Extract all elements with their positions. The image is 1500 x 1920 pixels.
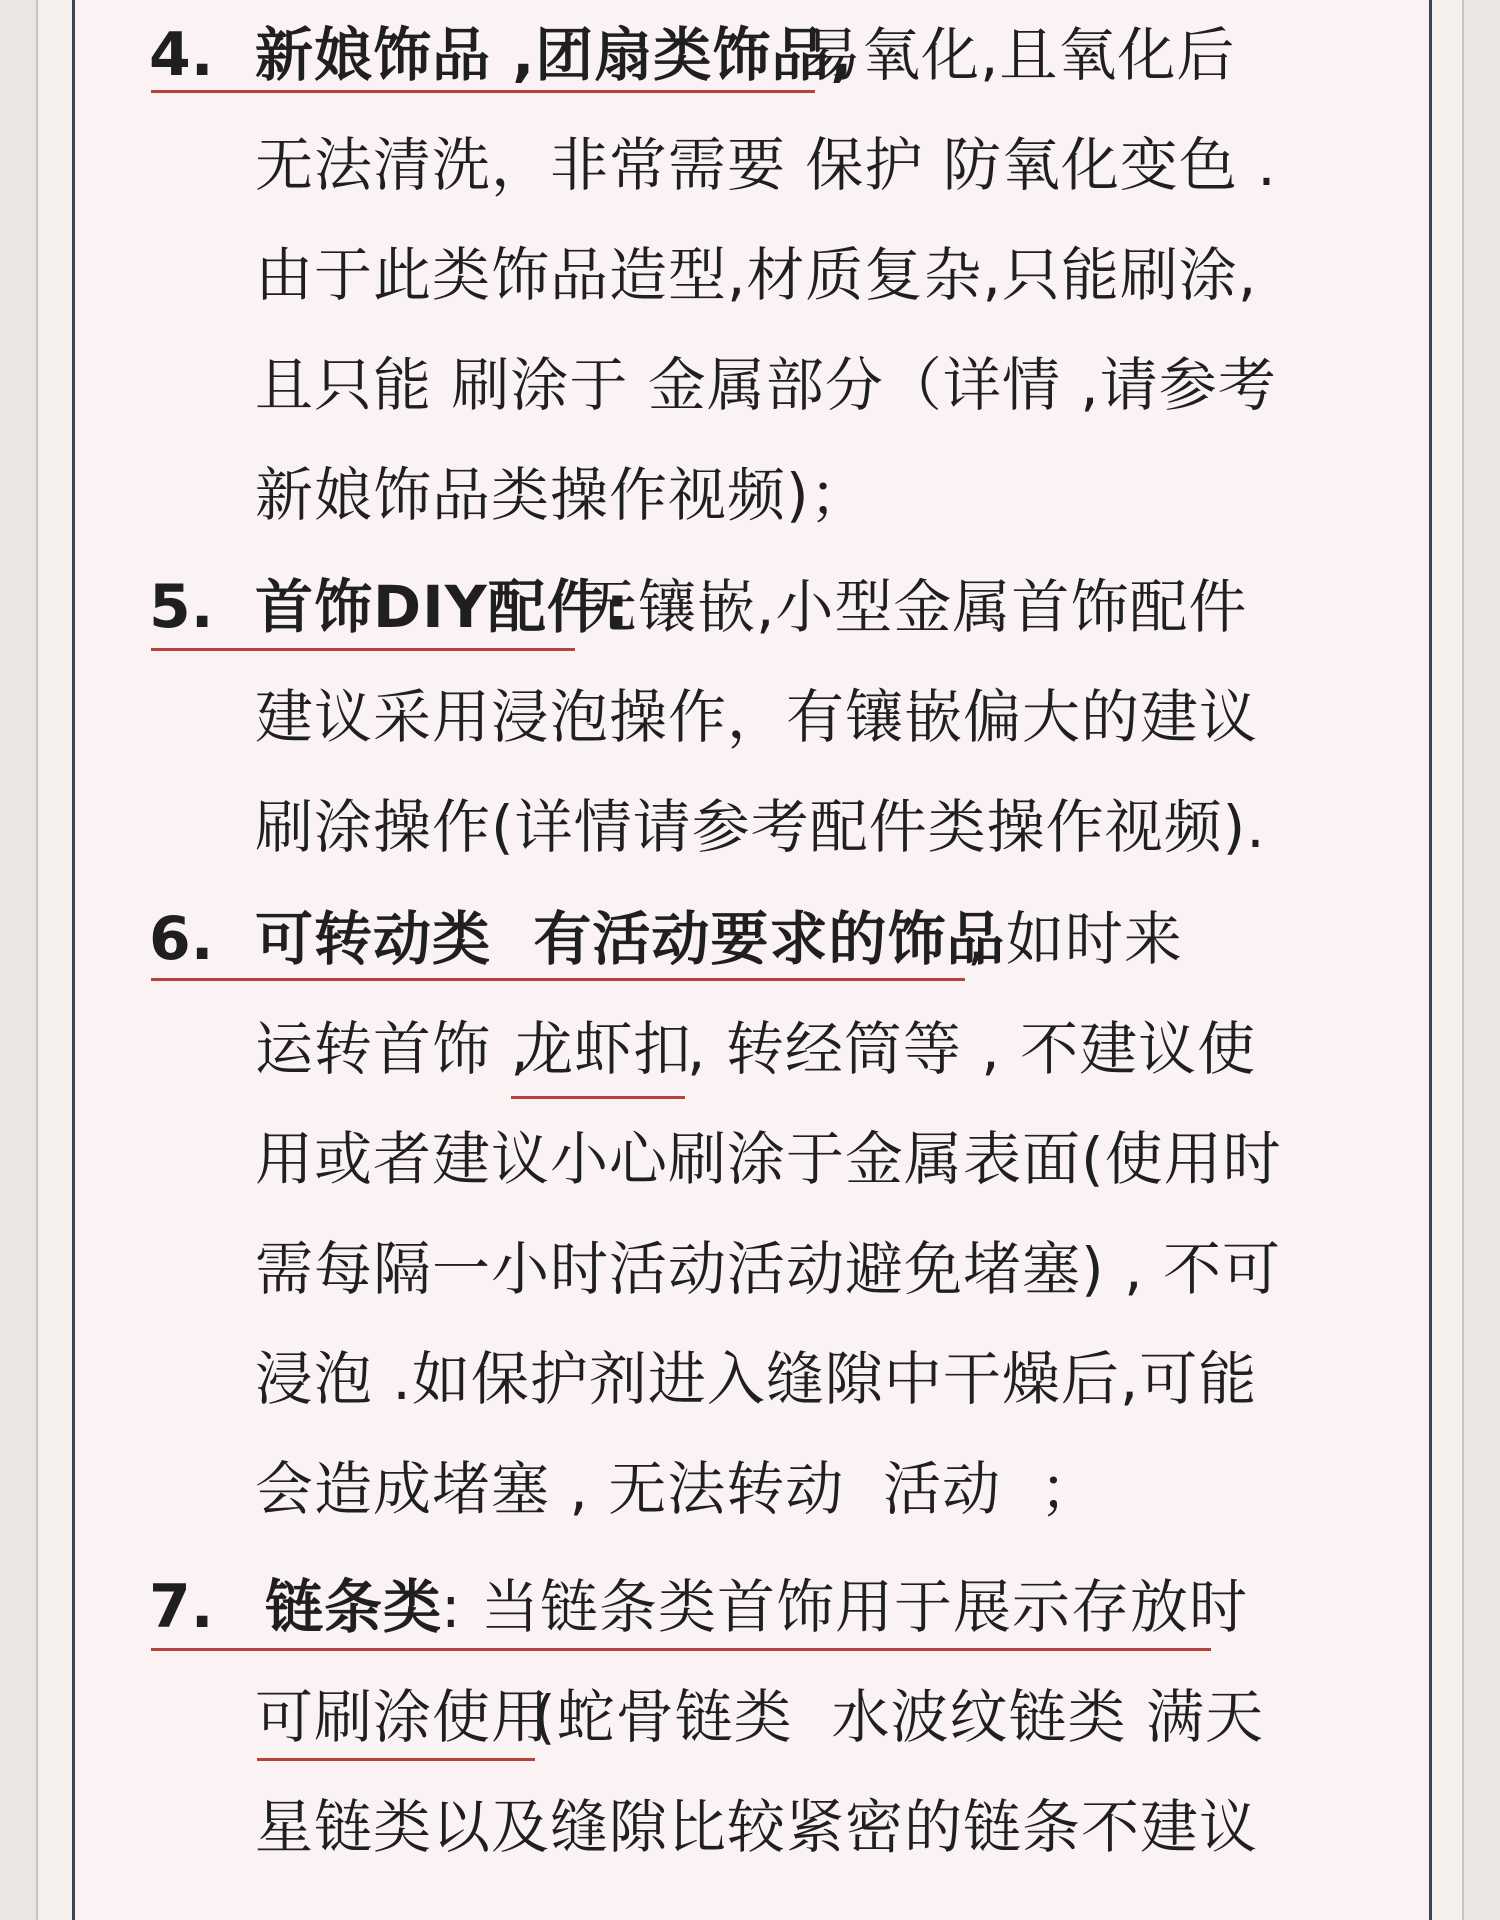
text-underline [257,1758,535,1761]
item-text-line: 无法清洗，非常需要 保护 防氧化变色 . [255,131,1277,199]
item-title: 链条类 [265,1573,443,1641]
item-text-line: 新娘饰品类操作视频)； [255,461,869,529]
document-page [36,0,1464,1920]
item-text-line: (蛇骨链类 水波纹链类 满天 [533,1683,1264,1751]
item-text-line: 用或者建议小心刷涂于金属表面(使用时 [255,1125,1282,1193]
item-text-line: 无镶嵌,小型金属首饰配件 [579,573,1248,641]
title-underline [151,1648,1211,1651]
item-text-line: , 转经筒等 , 不建议使 [687,1015,1257,1083]
item-number: 7. [149,1572,214,1642]
item-title: 新娘饰品 ,团扇类饰品, [255,21,854,89]
title-underline [151,978,965,981]
item-text-line: 易氧化,且氧化后 [803,21,1236,89]
item-text-line: 刷涂操作(详情请参考配件类操作视频). [255,793,1266,861]
item-number: 5. [149,572,214,642]
item-number: 4. [149,20,214,90]
item-text-line: 星链类以及缝隙比较紧密的链条不建议 [255,1793,1259,1861]
item-title: 首饰DIY配件: [255,573,630,641]
document-frame [72,0,1432,1920]
item-text-line: 需每隔一小时活动活动避免堵塞) , 不可 [255,1235,1281,1303]
item-text-line: 浸泡 .如保护剂进入缝隙中干燥后,可能 [255,1345,1258,1413]
title-underline [151,90,815,93]
item-title: 可转动类 有活动要求的饰品 [255,905,1006,973]
item-text-line: 会造成堵塞 , 无法转动 活动 ； [255,1455,1100,1523]
item-text-line: 运转首饰 , [255,1015,530,1083]
item-text-line: : 当链条类首饰用于展示存放时 [441,1573,1248,1641]
term-underline [511,1096,685,1099]
item-text-line: 可刷涂使用 [255,1683,551,1751]
title-underline [151,648,575,651]
highlighted-term: 龙虾扣 [515,1015,693,1083]
item-text-line: 由于此类饰品造型,材质复杂,只能刷涂, [255,241,1258,309]
item-text-line: , 如时来 [967,905,1183,973]
item-text-line: 且只能 刷涂于 金属部分（详情 ,请参考 [255,351,1277,419]
item-number: 6. [149,904,214,974]
item-text-line: 建议采用浸泡操作，有镶嵌偏大的建议 [255,683,1259,751]
